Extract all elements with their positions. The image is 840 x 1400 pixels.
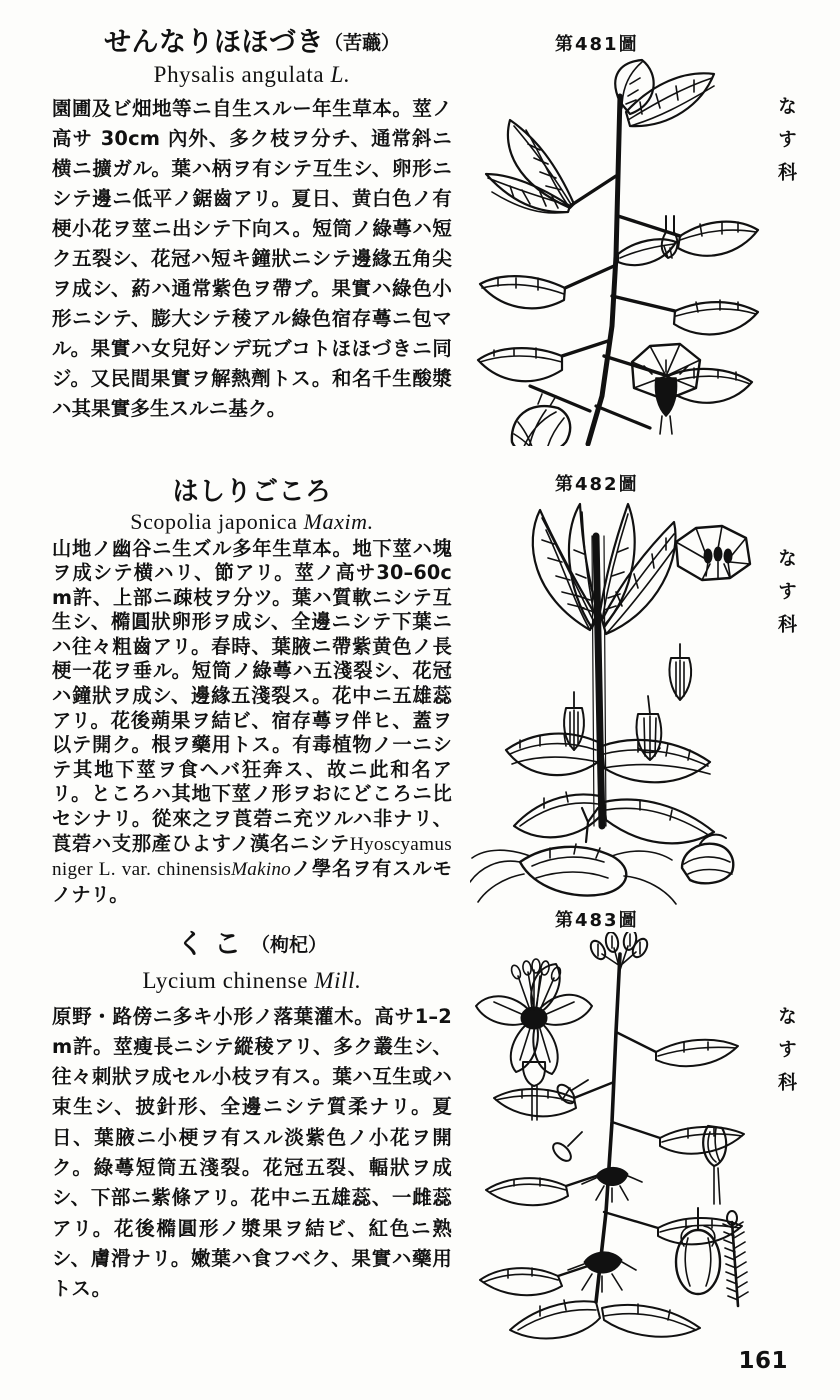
entry-description-latin-name: Hyoscyamus niger L. var. chinensis	[52, 833, 452, 881]
entry-scopolia-japonica	[52, 478, 452, 907]
entry-lycium-chinense	[52, 930, 452, 1304]
entry-description-latin-authority: Makino	[231, 859, 291, 881]
entry-scientific-name	[52, 62, 452, 88]
entry-description-tail: ノ學名ヲ有スルモノナリ。	[52, 857, 452, 906]
page-number: 161	[738, 1348, 788, 1374]
entry-scientific-authority: L.	[330, 61, 351, 87]
figure-illustration	[470, 932, 760, 1352]
entry-scientific-name	[52, 968, 452, 994]
entry-japanese-name-text: せんなりほほづき	[103, 27, 324, 58]
family-label-482: なす科	[775, 548, 797, 647]
figure-caption: 第481圖	[555, 34, 639, 55]
entry-description-text: 原野・路傍ニ多キ小形ノ落葉灌木。高サ1–2m許。莖瘦長ニシテ縱稜アリ、多ク叢生シ、往々刺狀ヲ成セル小枝ヲ有ス。葉ハ互生或ハ束生シ、披針形、全邊ニシテ質柔ナリ。夏日、葉腋ニ小梗ヲ有スル淡紫色ノ小花ヲ開ク。綠蕚短筒五淺裂。花冠五裂、輻狀ヲ成シ、下部ニ紫條アリ。花中ニ五雄蕊、一雌蕊アリ。花後橢圓形ノ漿果ヲ結ビ、紅色ニ熟シ、膚滑ナリ。嫩葉ハ食フベク、果實ハ藥用トス。	[52, 1004, 452, 1301]
figure-caption: 第483圖	[555, 910, 639, 931]
entry-japanese-name-kanji: （枸杞）	[250, 934, 327, 956]
figure-483	[470, 906, 760, 1352]
entry-japanese-name-kanji: （苦蘵）	[323, 32, 400, 54]
entry-physalis-angulata	[52, 28, 452, 425]
entry-scientific-name	[52, 509, 452, 535]
entry-japanese-name-text: はしりごころ	[172, 477, 332, 507]
entry-scientific-binomial: Scopolia japonica	[130, 508, 298, 534]
entry-scientific-authority: Maxim.	[303, 508, 374, 534]
entry-japanese-name	[52, 930, 452, 960]
figure-481	[470, 30, 760, 446]
entry-japanese-name	[52, 28, 452, 58]
figure-482	[470, 470, 760, 906]
entry-description-main: 山地ノ幽谷ニ生ズル多年生草本。地下莖ハ塊ヲ成シテ横ハリ、節アリ。莖ノ高サ30–60cm許、上部ニ疎枝ヲ分ツ。葉ハ質軟ニシテ互生シ、橢圓狀卵形ヲ成シ、全邊ニシテ下葉ニハ往々粗齒アリ。春時、葉腋ニ帶紫黄色ノ長梗一花ヲ垂ル。短筒ノ綠蕚ハ五淺裂シ、花冠ハ鐘狀ヲ成シ、邊緣五淺裂ス。花中ニ五雄蕊アリ。花後蒴果ヲ結ビ、宿存蕚ヲ伴ヒ、蓋ヲ以テ開ク。根ヲ藥用トス。有毒植物ノ一ニシテ其地下莖ヲ食ヘバ狂奔ス、故ニ此和名アリ。ところハ其地下莖ノ形ヲおにどころニ比セシナリ。從來之ヲ莨菪ニ充ツルハ非ナリ、莨菪ハ支那產ひよすノ漢名ニシテ	[52, 536, 452, 855]
family-label-483: なす科	[775, 1006, 797, 1105]
family-label-481: なす科	[775, 96, 797, 195]
entry-description-text	[52, 537, 452, 908]
entry-scientific-binomial: Lycium chinense	[142, 967, 309, 993]
figure-illustration	[470, 56, 760, 446]
entry-description-text: 園圃及ビ畑地等ニ自生スルー年生草本。莖ノ高サ 30cm 內外、多ク枝ヲ分チ、通常斜ニ横ニ擴ガル。葉ハ柄ヲ有シテ互生シ、卵形ニシテ邊ニ低平ノ鋸齒アリ。夏日、黄白色ノ有梗小花ヲ莖ニ出シテ下向ス。短筒ノ綠蕚ハ短ク五裂シ、花冠ハ短キ鐘狀ニシテ邊緣五角尖ヲ成シ、葯ハ通常紫色ヲ帶ブ。果實ハ綠色小形ニシテ、膨大シテ稜アル綠色宿存蕚ニ包マル。果實ハ女兒好ンデ玩ブコトほほづきニ同ジ。又民間果實ヲ解熱劑トス。和名千生酸漿ハ其果實多生スルニ基ク。	[52, 96, 452, 421]
entry-scientific-binomial: Physalis angulata	[153, 61, 325, 87]
entry-scientific-authority: Mill.	[314, 967, 362, 993]
figure-caption: 第482圖	[555, 474, 639, 495]
entry-japanese-name	[52, 478, 452, 507]
figure-illustration	[470, 496, 760, 906]
entry-japanese-name-text: くこ	[176, 929, 251, 960]
